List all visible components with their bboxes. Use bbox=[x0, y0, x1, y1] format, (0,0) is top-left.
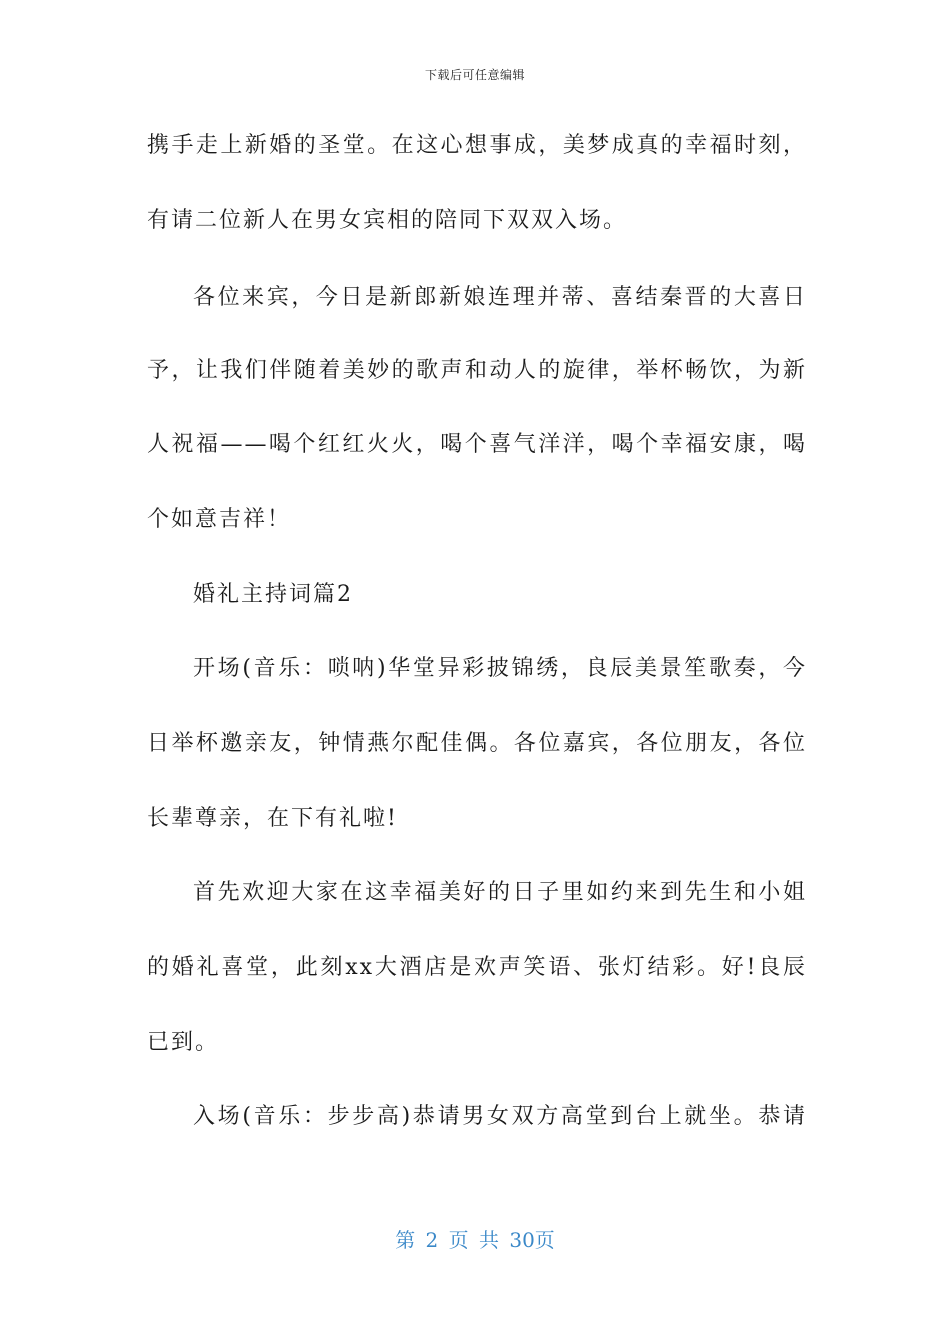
text-line: 入场(音乐：步步高)恭请男女双方高堂到台上就坐。恭请 bbox=[193, 1104, 807, 1129]
page-number: 第 2 页 共 30页 bbox=[395, 1228, 555, 1252]
text-line: 日举杯邀亲友，钟情燕尔配佳偶。各位嘉宾，各位朋友，各位 bbox=[147, 731, 807, 756]
section-heading: 婚礼主持词篇2 bbox=[193, 582, 353, 607]
text-line: 予，让我们伴随着美妙的歌声和动人的旋律，举杯畅饮，为新 bbox=[147, 358, 807, 383]
text-line: 开场(音乐：唢呐)华堂异彩披锦绣，良辰美景笙歌奏，今 bbox=[193, 656, 807, 681]
text-line: 个如意吉祥！ bbox=[147, 507, 292, 532]
text-line: 携手走上新婚的圣堂。在这心想事成，美梦成真的幸福时刻， bbox=[147, 133, 807, 158]
text-line: 人祝福——喝个红红火火，喝个喜气洋洋，喝个幸福安康，喝 bbox=[147, 432, 807, 457]
text-line: 的婚礼喜堂，此刻xx大酒店是欢声笑语、张灯结彩。好!良辰 bbox=[147, 955, 807, 980]
text-line: 各位来宾，今日是新郎新娘连理并蒂、喜结秦晋的大喜日 bbox=[193, 285, 807, 310]
text-line: 已到。 bbox=[147, 1030, 220, 1055]
header-note: 下载后可任意编辑 bbox=[424, 68, 525, 82]
text-line: 首先欢迎大家在这幸福美好的日子里如约来到先生和小姐 bbox=[193, 880, 807, 905]
text-line: 长辈尊亲，在下有礼啦! bbox=[147, 806, 398, 831]
text-line: 有请二位新人在男女宾相的陪同下双双入场。 bbox=[147, 208, 628, 233]
